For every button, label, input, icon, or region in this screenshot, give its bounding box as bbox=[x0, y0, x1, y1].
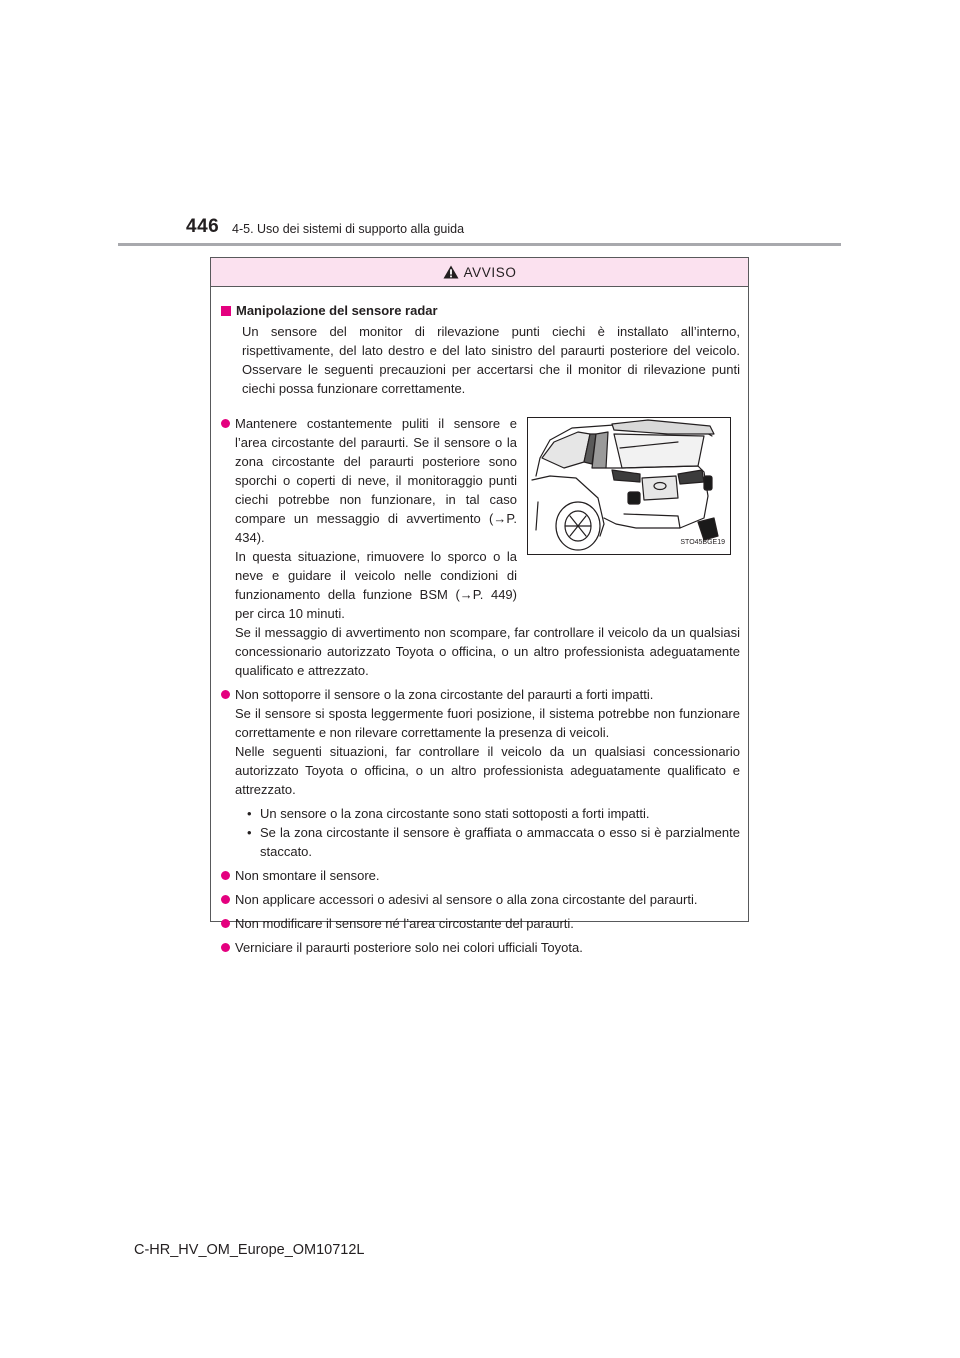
bullet-item-paint: Verniciare il paraurti posteriore solo nei colori ufficiali Toyota. bbox=[221, 938, 740, 957]
sub-list-item: • Se la zona circostante il sensore è graffiata o ammaccata o esso si è parzialmente staccato. bbox=[247, 825, 740, 859]
warning-header bbox=[211, 258, 748, 287]
warning-heading bbox=[221, 301, 740, 320]
bullet-paragraph: Non sottoporre il sensore o la zona circostante del paraurti a forti impatti. bbox=[235, 687, 654, 702]
bullet-item-clean-sensor bbox=[221, 414, 740, 680]
round-bullet-icon bbox=[221, 943, 230, 952]
bullet-paragraph: Nelle seguenti situazioni, far controllare il veicolo da un qualsiasi concessionario autorizzato Toyota o officina, o un altro professionista adeguatamente qualificato e attrezzato. bbox=[235, 744, 740, 797]
warning-body bbox=[211, 287, 748, 957]
sub-list bbox=[235, 804, 740, 861]
heading-text: Manipolazione del sensore radar bbox=[236, 303, 438, 318]
bullet-paragraph: Mantenere costantemente puliti il sensore e l’area circostante del paraurti. Se il sensore o la zona circostante del paraurti posteriore sono sporchi o coperti di neve, il monitoraggio punti ciechi potrebbe non funzionare, in tal caso compare un messaggio di avvertimento (→P. 434). bbox=[235, 416, 517, 545]
round-bullet-icon bbox=[221, 895, 230, 904]
warning-triangle-icon bbox=[443, 265, 459, 279]
warning-box bbox=[210, 257, 749, 955]
sub-list-item: • Un sensore o la zona circostante sono stati sottoposti a forti impatti. bbox=[247, 806, 650, 821]
intro-paragraph: Un sensore del monitor di rilevazione punti ciechi è installato all’interno, rispettivamente, del lato destro e del lato sinistro del paraurti posteriore del veicolo. Osservare le seguenti precauzioni per accertarsi che il monitor di rilevazione punti ciechi possa funzionare correttamente. bbox=[242, 324, 740, 396]
bullet-item-no-disassembly: Non smontare il sensore. bbox=[221, 866, 740, 885]
bullet-item-no-accessories: Non applicare accessori o adesivi al sensore o alla zona circostante del paraurti. bbox=[221, 890, 740, 909]
figure-code: STO45BGE19 bbox=[680, 539, 725, 546]
bullet-item-no-impacts bbox=[221, 685, 740, 861]
bullet-paragraph: In questa situazione, rimuovere lo sporco o la neve e guidare il veicolo nelle condizioni di funzionamento della funzione BSM (→P. 449) per circa 10 minuti. bbox=[235, 549, 517, 621]
round-bullet-icon bbox=[221, 690, 230, 699]
bullet-paragraph: Se il messaggio di avvertimento non scompare, far controllare il veicolo da un qualsiasi concessionario autorizzato Toyota o officina, o un altro professionista adeguatamente qualificato e attrezzato. bbox=[235, 625, 740, 678]
round-bullet-icon bbox=[221, 919, 230, 928]
page-number: 446 bbox=[186, 216, 220, 237]
vehicle-rear-illustration bbox=[527, 417, 731, 555]
round-bullet-icon bbox=[221, 419, 230, 428]
warning-title: AVVISO bbox=[463, 264, 517, 280]
bullet-item-no-modification: Non modificare il sensore né l’area circostante del paraurti. bbox=[221, 914, 740, 933]
square-bullet-icon bbox=[221, 306, 231, 316]
bullet-paragraph: Se il sensore si sposta leggermente fuori posizione, il sistema potrebbe non funzionare correttamente e non rilevare correttamente la presenza di veicoli. bbox=[235, 706, 740, 740]
header-rule bbox=[118, 243, 841, 246]
section-title: 4-5. Uso dei sistemi di supporto alla guida bbox=[232, 222, 465, 236]
round-bullet-icon bbox=[221, 871, 230, 880]
footer-doc-id: C-HR_HV_OM_Europe_OM10712L bbox=[134, 1242, 365, 1258]
